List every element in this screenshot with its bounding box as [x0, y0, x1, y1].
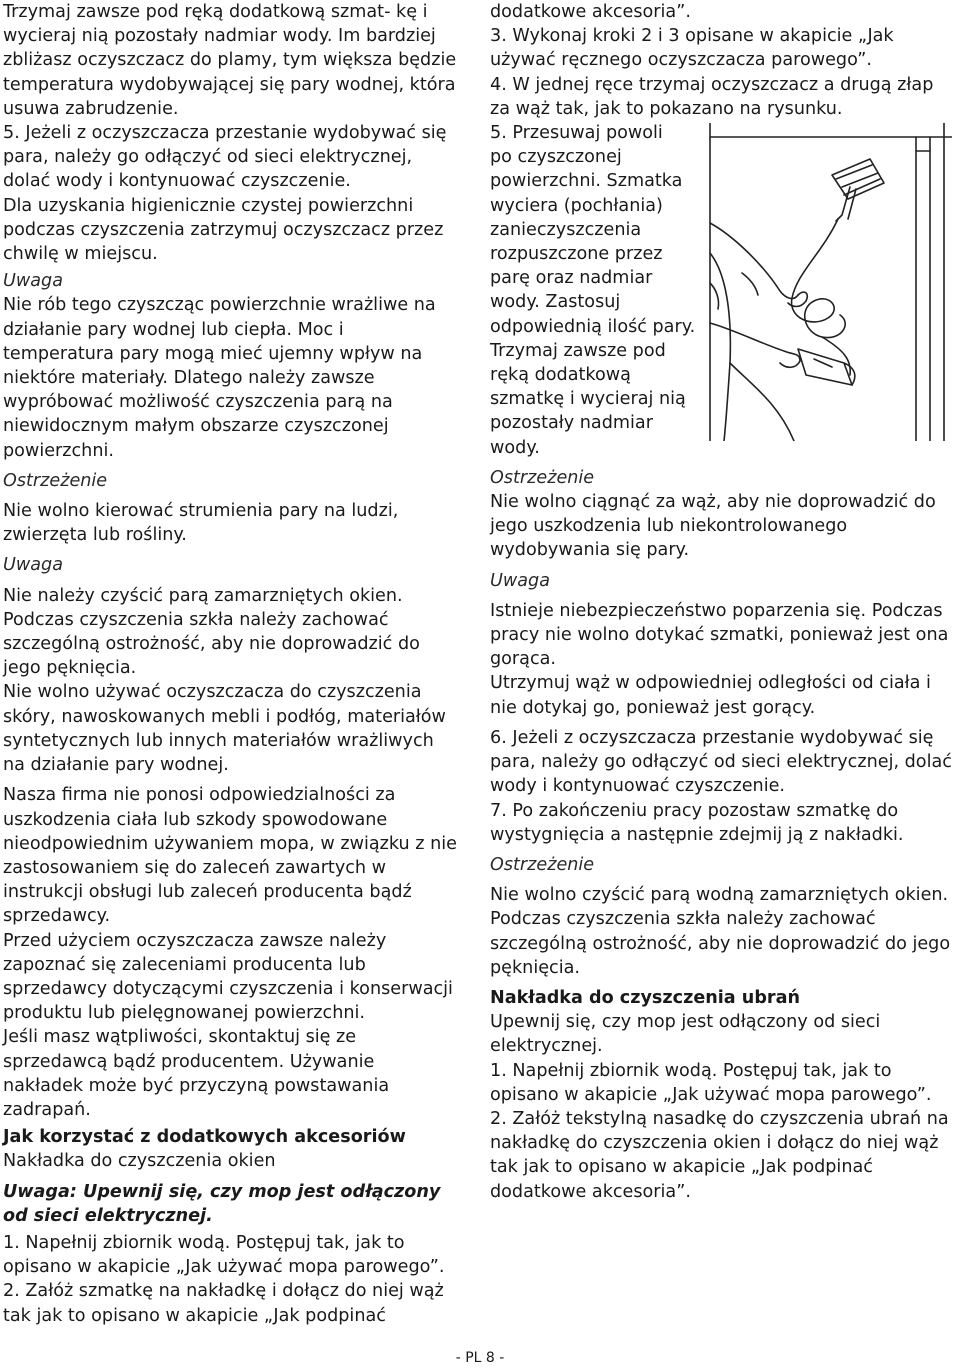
- section-heading: Ostrzeżenie: [490, 467, 595, 488]
- paragraph: Nasza firma nie ponosi odpowiedzialności za uszkodzenia ciała lub szkody spowodowane nieodpowiednim używaniem mopa, w związku z nie zastosowaniem się do zaleceń zawartych w instrukcji obsługi lub zaleceń producenta bądź sprzedawcy.: [3, 785, 457, 927]
- text: kę i wycieraj nią pozostały nadmiar wody. Im bardziej zbliżasz oczyszczacz do plamy, tym większa będzie temperatura wydobywającej się pary wodnej, która usuwa zabrudzenie.: [3, 2, 457, 119]
- text-line: szmatkę i wycieraj nią: [490, 389, 686, 410]
- text-line: Trzymaj zawsze pod: [490, 340, 666, 361]
- paragraph: 3. Wykonaj kroki 2 i 3 opisane w akapicie „Jak używać ręcznego oczyszczacza parowego”.: [490, 26, 894, 71]
- text-line: ręką dodatkową: [490, 365, 631, 386]
- paragraph: 1. Napełnij zbiornik wodą. Postępuj tak, jak to opisano w akapicie „Jak używać mopa parowego”.: [490, 1060, 932, 1105]
- paragraph: 1. Napełnij zbiornik wodą. Postępuj tak, jak to opisano w akapicie „Jak używać mopa parowego”.: [3, 1232, 445, 1278]
- paragraph: Podczas czyszczenia szkła należy zachować szczególną ostrożność, aby nie doprowadzić do jego pęknięcia.: [490, 909, 951, 978]
- figure-wrap: [490, 121, 955, 460]
- text-line: pozostały nadmiar: [490, 413, 653, 434]
- section-heading: Uwaga: [3, 271, 63, 292]
- paragraph: Przed użyciem oczyszczacza zawsze należy zapoznać się zaleceniami producenta lub sprzedawcy dotyczącymi czyszczenia i konserwacji produktu lub pielęgnowanej powierzchni.: [3, 930, 453, 1024]
- text-line: rozpuszczone przez: [490, 244, 663, 265]
- section-heading: Ostrzeżenie: [490, 854, 595, 875]
- paragraph: 7. Po zakończeniu pracy pozostaw szmatkę do wystygnięcia a następnie zdejmij ją z nakładki.: [490, 800, 904, 845]
- text-line: po czyszczonej: [490, 147, 622, 168]
- paragraph: Jeśli masz wątpliwości, skontaktuj się ze sprzedawcą bądź producentem. Używanie nakładek może być przyczyną powstawania zadrapań.: [3, 1027, 390, 1120]
- text: Trzymaj zawsze pod ręką dodatkową szmat-: [3, 2, 391, 22]
- page-number: - PL 8 -: [455, 1350, 505, 1366]
- text-line: wody. Zastosuj: [490, 292, 621, 313]
- paragraph: Istnieje niebezpieczeństwo poparzenia się. Podczas pracy nie wolno dotykać szmatki, ponieważ jest ona gorąca.: [490, 600, 949, 670]
- right-column: [490, 0, 955, 1204]
- left-column: [3, 0, 458, 1328]
- text-line: wody.: [490, 437, 540, 458]
- paragraph: 5. Jeżeli z oczyszczacza przestanie wydobywać się para, należy go odłączyć od sieci elektrycznej, dolać wody i kontynuować czyszczenie.: [3, 123, 447, 192]
- paragraph: Nie wolno czyścić parą wodną zamarzniętych okien.: [490, 885, 949, 906]
- paragraph: 2. Załóż tekstylną nasadkę do czyszczenia ubrań na nakładkę do czyszczenia okien i dołącz do niej wąż tak jak to opisano w akapicie „Jak podpinać dodatkowe akcesoria”.: [490, 1108, 949, 1202]
- text-line: parę oraz nadmiar: [490, 268, 653, 289]
- paragraph: Nie należy czyścić parą zamarzniętych okien. Podczas czyszczenia szkła należy zachować szczególną ostrożność, aby nie doprowadzić do jego pęknięcia.: [3, 585, 420, 679]
- paragraph: Upewnij się, czy mop jest odłączony od sieci elektrycznej.: [490, 1012, 881, 1057]
- text-line: zanieczyszczenia: [490, 219, 642, 240]
- paragraph: Nakładka do czyszczenia okien: [3, 1151, 276, 1172]
- text-line: powierzchni. Szmatka: [490, 171, 683, 192]
- paragraph: 2. Załóż szmatkę na nakładkę i dołącz do niej wąż tak jak to opisano w akapicie „Jak podpinać: [3, 1281, 444, 1326]
- text-line: odpowiednią ilość pary.: [490, 316, 696, 337]
- paragraph: Dla uzyskania higienicznie czystej powierzchni podczas czyszczenia zatrzymuj oczyszczacz przez chwilę w miejscu.: [3, 195, 444, 265]
- section-heading: Uwaga: [490, 570, 550, 591]
- text-line: 5. Przesuwaj powoli: [490, 123, 663, 144]
- section-heading: Jak korzystać z dodatkowych akcesoriów: [3, 1127, 406, 1148]
- paragraph: dodatkowe akcesoria”.: [490, 2, 691, 22]
- paragraph: Nie wolno używać oczyszczacza do czyszczenia skóry, nawoskowanych mebli i podłóg, materiałów syntetycznych lub innych materiałów wrażliwych na działanie pary wodnej.: [3, 682, 446, 776]
- warning-heading: Uwaga: Upewnij się, czy mop jest odłączony od sieci elektrycznej.: [3, 1181, 441, 1226]
- paragraph: Nie wolno kierować strumienia pary na ludzi, zwierzęta lub rośliny.: [3, 501, 399, 546]
- paragraph: Utrzymuj wąż w odpowiedniej odległości od ciała i nie dotykaj go, ponieważ jest gorący.: [490, 673, 931, 718]
- paragraph: Nie rób tego czyszcząc powierzchnie wrażliwe na działanie pary wodnej lub ciepła. Moc i temperatura pary mogą mieć ujemny wpływ na niektóre materiały. Dlatego należy zawsze wypróbować możliwość czyszczenia parą na niewidocznym małym obszarze czyszczonej powierzchni.: [3, 295, 436, 461]
- section-heading: Ostrzeżenie: [3, 470, 108, 491]
- paragraph: 6. Jeżeli z oczyszczacza przestanie wydobywać się para, należy go odłączyć od sieci elektrycznej, dolać wody i kontynuować czyszczenie.: [490, 727, 952, 797]
- text-line: wyciera (pochłania): [490, 195, 663, 216]
- paragraph: [3, 0, 458, 121]
- paragraph: 4. W jednej ręce trzymaj oczyszczacz a drugą złap za wąż tak, jak to pokazano na rysunku.: [490, 74, 934, 119]
- section-heading: Nakładka do czyszczenia ubrań: [490, 987, 800, 1008]
- paragraph: Nie wolno ciągnąć za wąż, aby nie doprowadzić do jego uszkodzenia lub niekontrolowanego wydobywania się pary.: [490, 492, 936, 561]
- section-heading: Uwaga: [3, 555, 63, 576]
- window-cleaning-illustration: [702, 123, 952, 441]
